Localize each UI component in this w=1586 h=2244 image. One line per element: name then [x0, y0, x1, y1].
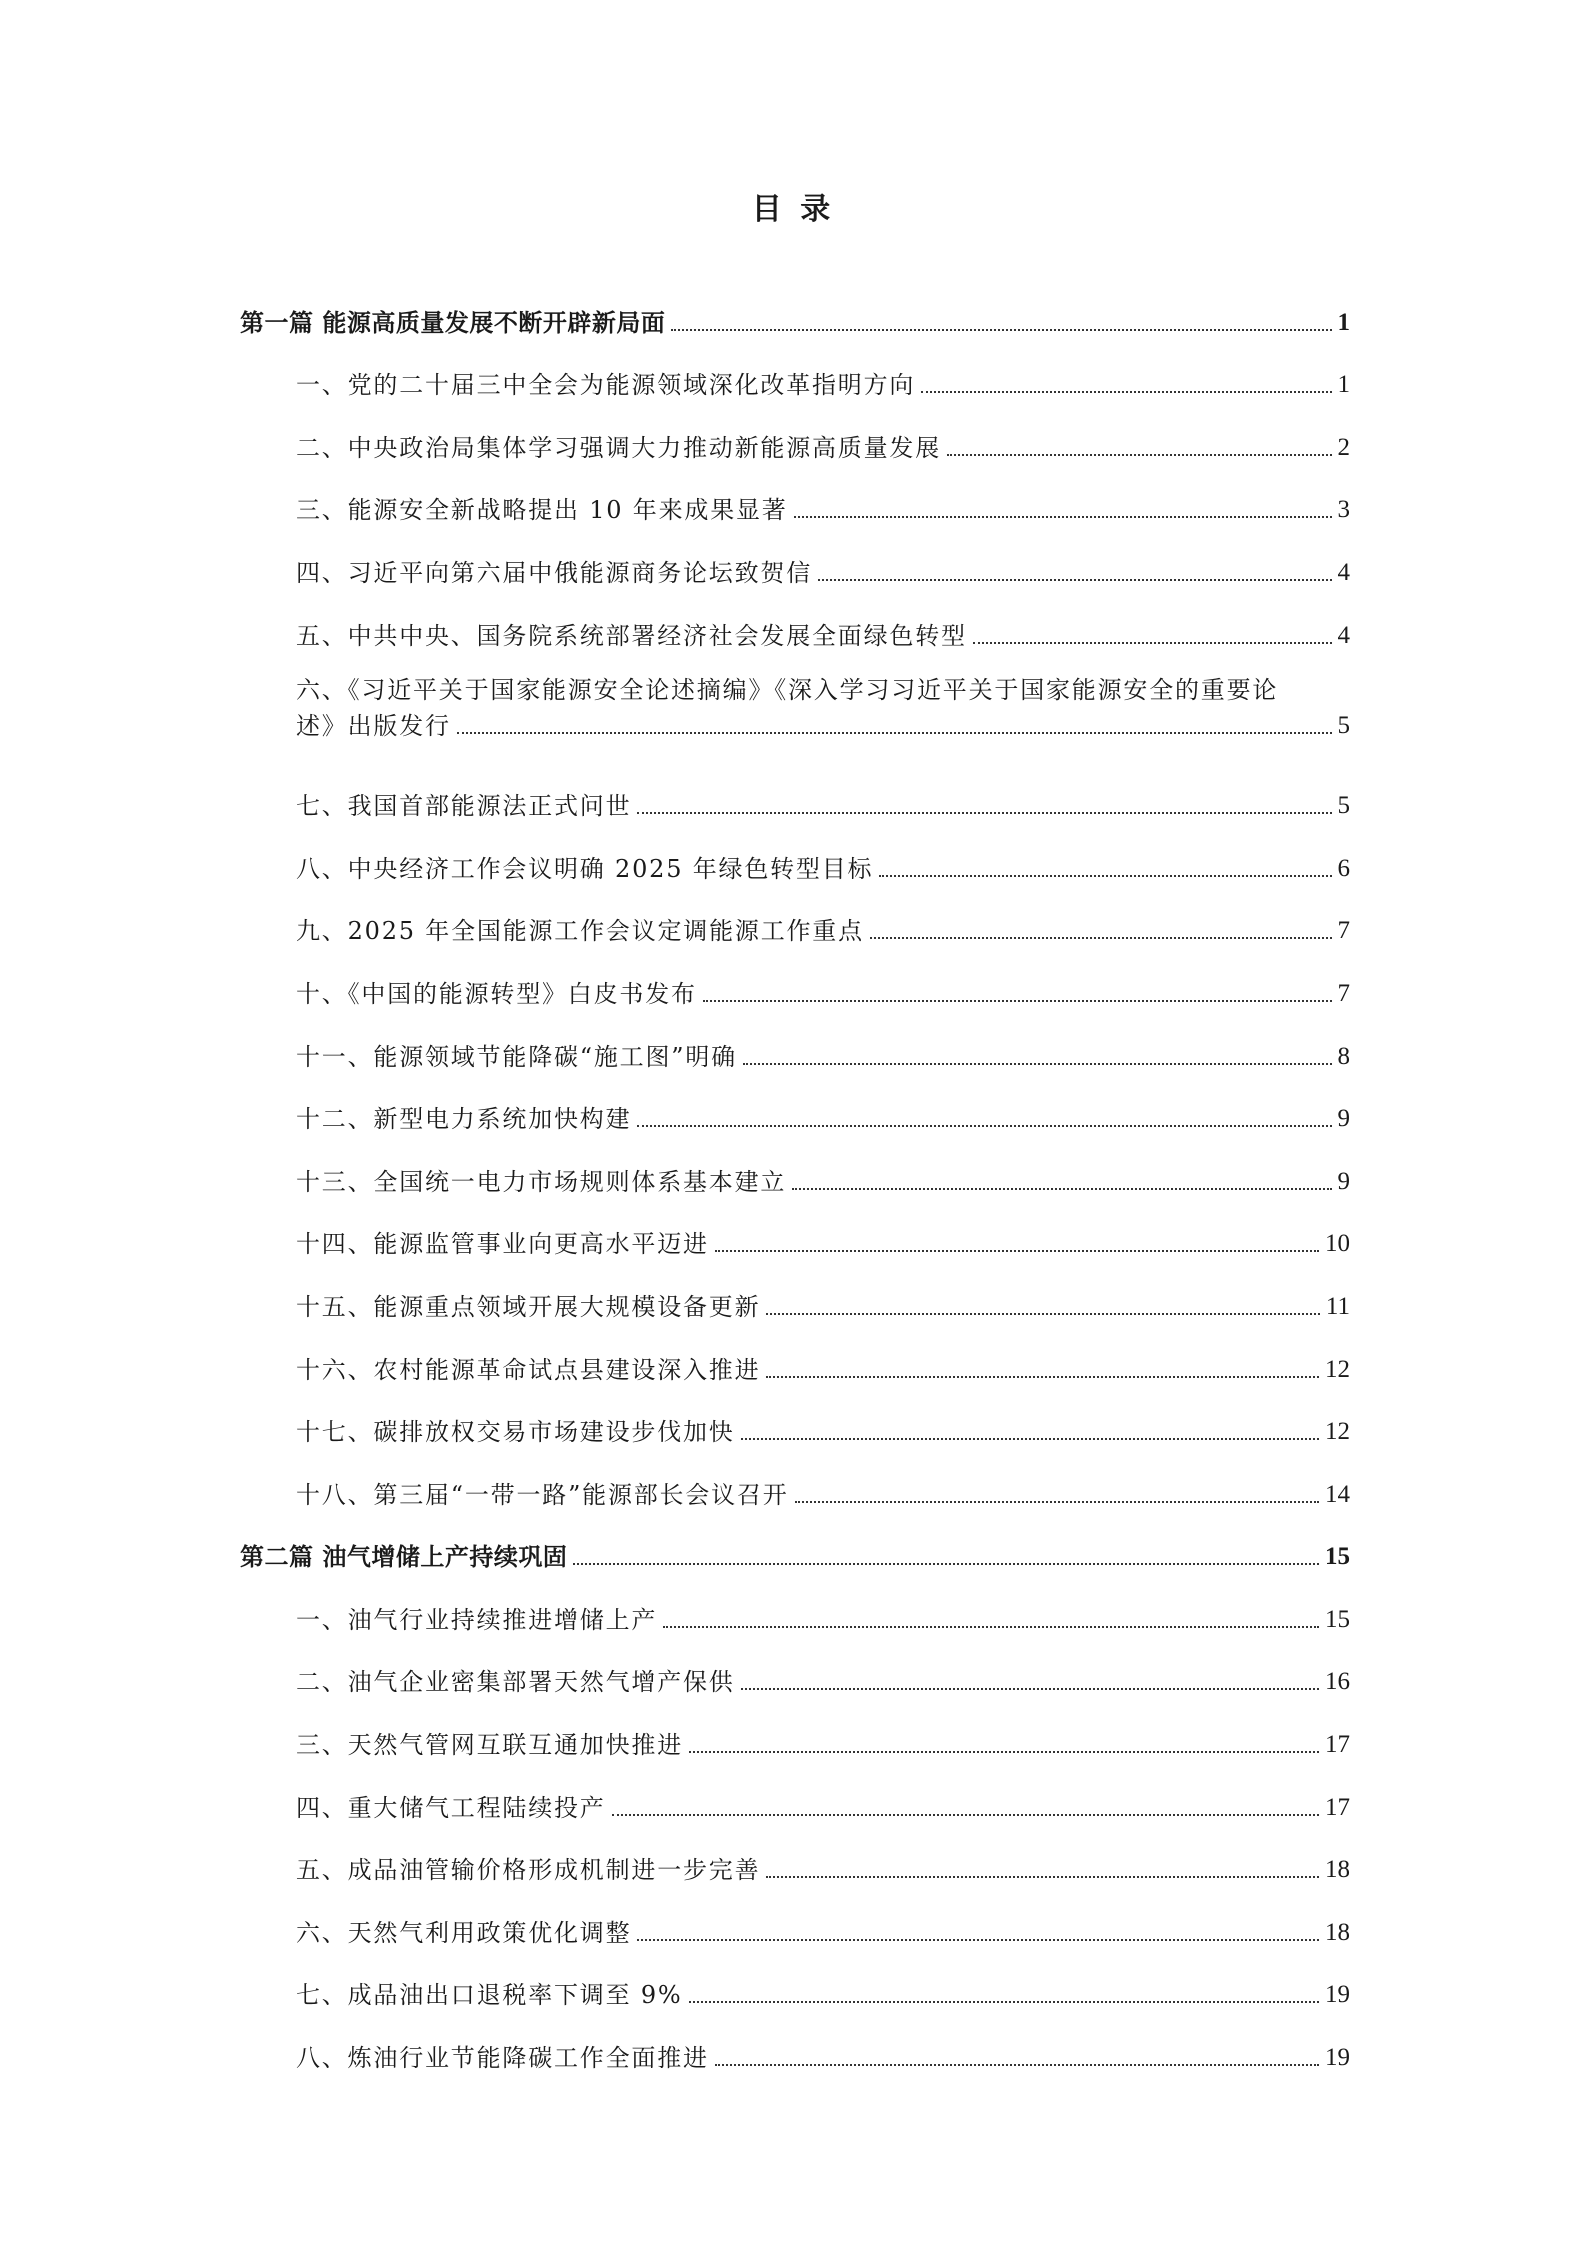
toc-item[interactable]	[240, 464, 1350, 527]
toc-leader-dots	[637, 1125, 1331, 1127]
toc-page-number: 12	[1325, 1355, 1350, 1383]
toc-item[interactable]	[240, 1886, 1350, 1949]
toc-item-label: 十四、能源监管事业向更高水平迈进	[296, 1230, 709, 1259]
toc-leader-dots	[794, 516, 1332, 518]
toc-item-label: 一、党的二十届三中全会为能源领域深化改革指明方向	[296, 371, 916, 400]
toc-item[interactable]	[240, 1073, 1350, 1136]
toc-item[interactable]	[240, 760, 1350, 823]
toc-leader-dots	[743, 1063, 1332, 1065]
toc-leader-dots	[663, 1626, 1319, 1628]
toc-item[interactable]	[240, 670, 1350, 760]
toc-item-label: 二、中央政治局集体学习强调大力推动新能源高质量发展	[296, 433, 941, 462]
toc-page-number: 6	[1337, 854, 1350, 882]
page-title: 目 录	[751, 192, 835, 227]
toc-item-label: 四、习近平向第六届中俄能源商务论坛致贺信	[296, 558, 812, 587]
toc-item-label: 八、中央经济工作会议明确 2025 年绿色转型目标	[296, 854, 874, 883]
toc-item-label: 十二、新型电力系统加快构建	[296, 1105, 632, 1134]
toc-leader-dots	[818, 579, 1332, 581]
toc-part-1[interactable]	[240, 276, 1350, 339]
toc-leader-dots	[637, 1939, 1319, 1941]
toc-page-number: 5	[1337, 792, 1350, 820]
toc-page-number: 4	[1337, 621, 1350, 649]
toc-page-number: 19	[1325, 1981, 1350, 2009]
toc-item-label: 十三、全国统一电力市场规则体系基本建立	[296, 1167, 787, 1196]
toc-leader-dots	[947, 454, 1332, 456]
toc-item-label: 七、成品油出口退税率下调至 9%	[296, 1981, 683, 2010]
toc-page-number: 11	[1325, 1292, 1350, 1320]
toc-leader-dots	[741, 1688, 1319, 1690]
toc-item-label: 十八、第三届“一带一路”能源部长会议召开	[296, 1480, 789, 1509]
toc-leader-dots	[879, 875, 1331, 877]
toc-item-label: 十七、碳排放权交易市场建设步伐加快	[296, 1418, 735, 1447]
toc-page-number: 14	[1325, 1480, 1350, 1508]
toc-item[interactable]	[240, 1198, 1350, 1261]
toc-item[interactable]	[240, 1135, 1350, 1198]
toc-page-number: 17	[1325, 1731, 1350, 1759]
toc-page-number: 19	[1325, 2044, 1350, 2072]
toc-leader-dots	[792, 1188, 1331, 1190]
toc-page-number: 18	[1325, 1918, 1350, 1946]
toc-leader-dots	[573, 1563, 1319, 1565]
toc-page-number: 1	[1337, 308, 1350, 336]
toc-item[interactable]	[240, 1323, 1350, 1386]
toc-leader-dots	[766, 1376, 1319, 1378]
toc-item[interactable]	[240, 1573, 1350, 1636]
toc-item-label: 十六、农村能源革命试点县建设深入推进	[296, 1355, 761, 1384]
toc-item[interactable]	[240, 589, 1350, 652]
toc-item[interactable]	[240, 1698, 1350, 1761]
toc-item[interactable]	[240, 885, 1350, 948]
toc-item-label: 八、炼油行业节能降碳工作全面推进	[296, 2044, 709, 2073]
toc-item-label-line2: 述》出版发行	[296, 711, 451, 740]
toc-leader-dots	[715, 2064, 1319, 2066]
toc-item[interactable]	[240, 401, 1350, 464]
toc-item-label: 三、天然气管网互联互通加快推进	[296, 1731, 683, 1760]
toc-leader-dots	[612, 1814, 1319, 1816]
toc-part-label: 第二篇 油气增储上产持续巩固	[240, 1543, 568, 1572]
toc-leader-dots	[715, 1250, 1319, 1252]
toc-item[interactable]	[240, 1010, 1350, 1073]
toc-page-number: 1	[1337, 371, 1350, 399]
toc-page-number: 4	[1337, 558, 1350, 586]
toc-item[interactable]	[240, 1386, 1350, 1449]
toc-item-label: 十一、能源领域节能降碳“施工图”明确	[296, 1042, 737, 1071]
toc-page-number: 15	[1325, 1605, 1350, 1633]
toc-page-number: 2	[1337, 433, 1350, 461]
toc-item-label: 七、我国首部能源法正式问世	[296, 792, 632, 821]
toc-page-number: 10	[1325, 1230, 1350, 1258]
toc-item-label: 三、能源安全新战略提出 10 年来成果显著	[296, 496, 788, 525]
toc-item-label: 九、2025 年全国能源工作会议定调能源工作重点	[296, 917, 864, 946]
toc-item-label: 五、成品油管输价格形成机制进一步完善	[296, 1856, 761, 1885]
toc-leader-dots	[921, 391, 1331, 393]
toc-leader-dots	[973, 642, 1332, 644]
table-of-contents	[240, 276, 1350, 2074]
toc-page-number: 17	[1325, 1793, 1350, 1821]
toc-item-label-line1: 六、《习近平关于国家能源安全论述摘编》《深入学习习近平关于国家能源安全的重要论	[296, 675, 1279, 704]
toc-item[interactable]	[240, 339, 1350, 402]
toc-page-number: 18	[1325, 1856, 1350, 1884]
toc-page-number: 7	[1337, 917, 1350, 945]
toc-page-number: 12	[1325, 1418, 1350, 1446]
toc-leader-dots	[457, 732, 1332, 734]
toc-page-number: 7	[1337, 979, 1350, 1007]
toc-page-number: 8	[1337, 1042, 1350, 1070]
toc-item[interactable]	[240, 1636, 1350, 1699]
toc-item-label: 十五、能源重点领域开展大规模设备更新	[296, 1292, 761, 1321]
toc-item-label: 一、油气行业持续推进增储上产	[296, 1605, 658, 1634]
toc-item-label: 二、油气企业密集部署天然气增产保供	[296, 1668, 735, 1697]
toc-item[interactable]	[240, 1824, 1350, 1887]
toc-leader-dots	[671, 329, 1331, 331]
toc-leader-dots	[689, 2001, 1319, 2003]
toc-leader-dots	[870, 937, 1332, 939]
toc-page-number: 5	[1337, 711, 1350, 739]
toc-leader-dots	[703, 1000, 1332, 1002]
toc-item[interactable]	[240, 526, 1350, 589]
toc-item[interactable]	[240, 822, 1350, 885]
toc-leader-dots	[741, 1438, 1319, 1440]
toc-page-number: 3	[1337, 496, 1350, 524]
toc-leader-dots	[766, 1876, 1319, 1878]
toc-leader-dots	[795, 1501, 1319, 1503]
toc-item[interactable]	[240, 1448, 1350, 1511]
toc-item[interactable]	[240, 947, 1350, 1010]
toc-leader-dots	[766, 1313, 1320, 1315]
toc-item-label: 十、《中国的能源转型》白皮书发布	[296, 979, 697, 1008]
toc-item-label: 六、天然气利用政策优化调整	[296, 1918, 632, 1947]
toc-leader-dots	[637, 812, 1331, 814]
toc-part-2[interactable]	[240, 1511, 1350, 1574]
toc-item[interactable]	[240, 1761, 1350, 1824]
toc-page-number: 9	[1337, 1105, 1350, 1133]
toc-page-number: 16	[1325, 1668, 1350, 1696]
toc-item-label: 五、中共中央、国务院系统部署经济社会发展全面绿色转型	[296, 621, 967, 650]
toc-item[interactable]	[240, 2011, 1350, 2074]
toc-item-label: 四、重大储气工程陆续投产	[296, 1793, 606, 1822]
toc-page-number: 15	[1325, 1543, 1350, 1571]
toc-part-label: 第一篇 能源高质量发展不断开辟新局面	[240, 308, 666, 337]
toc-page-number: 9	[1337, 1167, 1350, 1195]
toc-item[interactable]	[240, 1949, 1350, 2012]
toc-leader-dots	[689, 1751, 1319, 1753]
toc-item[interactable]	[240, 1260, 1350, 1323]
